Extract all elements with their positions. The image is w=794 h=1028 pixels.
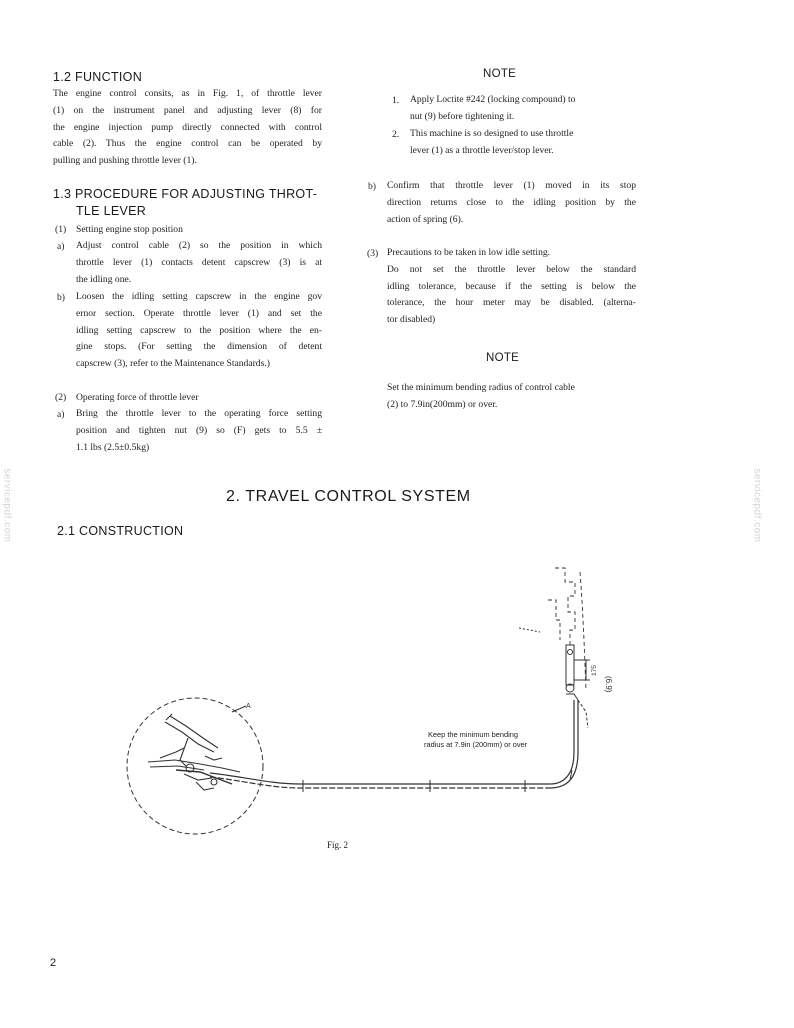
body-line: Apply Loctite #242 (locking compound) to — [410, 94, 576, 105]
body-line: throttle lever (1) contacts detent capscrew (3) is at — [76, 256, 322, 268]
item-1-marker: (1) — [55, 224, 67, 235]
leader-line — [519, 628, 540, 632]
note-1-title: NOTE — [483, 68, 517, 80]
item-3-marker: (3) — [367, 248, 379, 259]
body-line: idling tolerance, because if the setting is below the — [387, 280, 636, 292]
body-line: Precautions to be taken in low idle setting. — [387, 247, 551, 258]
body-line: the engine injection pump directly connected with control — [53, 121, 322, 133]
body-line: capscrew (3), refer to the Maintenance Standards.) — [76, 358, 270, 370]
body-line: The engine control consits, as in Fig. 1, of throttle lever — [53, 88, 322, 99]
dim-a: 175 — [591, 665, 598, 676]
section-1-3-title-cont: TLE LEVER — [76, 204, 147, 218]
body-line: nut (9) before tightening it. — [410, 110, 515, 122]
section-2-title: 2. TRAVEL CONTROL SYSTEM — [226, 488, 471, 505]
body-line: (2) to 7.9in(200mm) or over. — [387, 398, 498, 410]
note-2-title: NOTE — [486, 352, 520, 364]
item-1-text: Setting engine stop position — [76, 224, 183, 235]
body-line: action of spring (6). — [387, 213, 464, 225]
section-1-2-title: 1.2 FUNCTION — [53, 70, 143, 84]
body-line: position and tighten nut (9) so (F) gets to 5.5 ± — [76, 424, 322, 436]
detail-leader — [232, 706, 246, 712]
body-line: Do not set the throttle lever below the standard — [387, 263, 636, 275]
body-line: direction returns close to the idling position by the — [387, 196, 636, 208]
body-line: 1.1 lbs (2.5±0.5kg) — [76, 441, 150, 453]
body-line: tolerance, the hour meter may be disabled. (alterna- — [387, 297, 636, 309]
body-line: idling setting capscrew to the position where the en- — [76, 324, 322, 336]
body-line: pulling and pushing throttle lever (1). — [53, 155, 197, 167]
body-line: (1) on the instrument panel and adjusting lever (8) for — [53, 104, 322, 116]
body-line: Adjust control cable (2) so the position in which — [76, 240, 322, 251]
body-line: Set the minimum bending radius of control cable — [387, 382, 575, 393]
section-1-3-title: 1.3 PROCEDURE FOR ADJUSTING THROT- — [53, 187, 318, 201]
body-line: Bring the throttle lever to the operating force setting — [76, 408, 322, 419]
sub-a2-marker: a) — [57, 409, 65, 420]
body-line: gine stops. (For setting the dimension of detent — [76, 341, 322, 353]
watermark-right: servicepdf.com — [751, 468, 763, 543]
detail-label-a: A — [246, 703, 251, 710]
page-number: 2 — [50, 957, 57, 969]
dim-b: (6.9) — [604, 676, 613, 693]
figure-caption: Fig. 2 — [327, 840, 349, 850]
sub-b-marker: b) — [57, 292, 65, 303]
section-2-1-title: 2.1 CONSTRUCTION — [57, 524, 184, 538]
callout-line-1: Keep the minimum bending — [428, 730, 518, 739]
body-line: lever (1) as a throttle lever/stop lever. — [410, 144, 554, 156]
detail-circle-a — [127, 698, 263, 834]
callout-line-2: radius at 7.9in (200mm) or over — [424, 740, 528, 749]
note-1-item-1-marker: 1. — [392, 95, 400, 106]
item-2-text: Operating force of throttle lever — [76, 392, 199, 403]
body-line: This machine is so designed to use throttle — [410, 128, 574, 139]
item-2-marker: (2) — [55, 392, 67, 403]
body-line: tor disabled) — [387, 314, 436, 326]
body-line: ernor section. Operate throttle lever (1) and set the — [76, 307, 322, 319]
body-line: the idling one. — [76, 273, 132, 285]
note-1-item-2-marker: 2. — [392, 129, 400, 140]
watermark-left: servicepdf.com — [1, 468, 13, 543]
right-b-marker: b) — [368, 181, 376, 192]
body-line: Confirm that throttle lever (1) moved in its stop — [387, 180, 636, 191]
body-line: Loosen the idling setting capscrew in the engine gov — [76, 291, 322, 302]
body-line: cable (2). Thus the engine control can be operated by — [53, 138, 322, 150]
sub-a-marker: a) — [57, 241, 65, 252]
governor-housing — [548, 568, 586, 690]
